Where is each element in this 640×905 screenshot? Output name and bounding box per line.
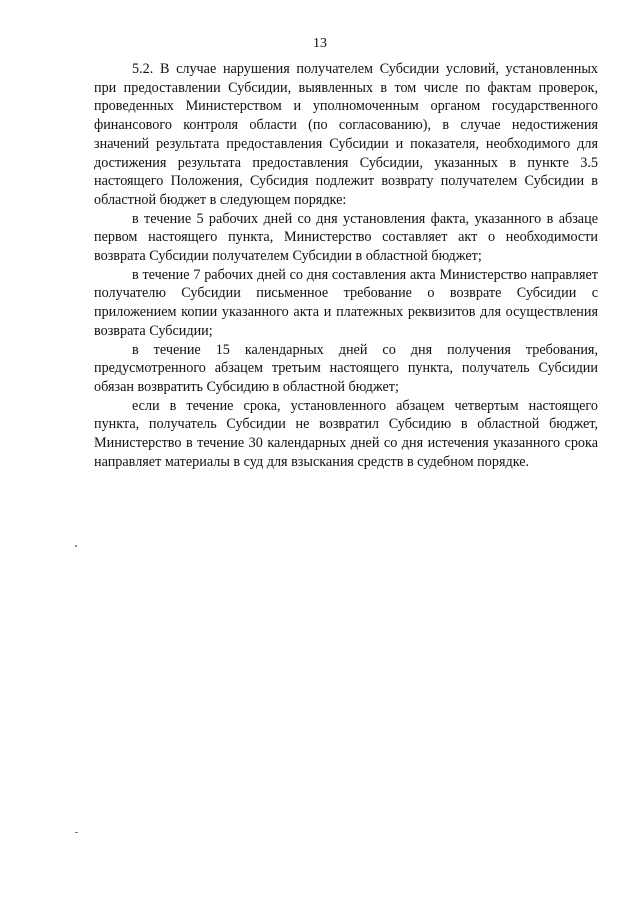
paragraph-written-demand: в течение 7 рабочих дней со дня составления акта Министерство направляет получателю Субсидии письменное требование о возврате Субсидии с приложением копии указанного акта и платежных реквизитов для осуществления возврата Субсидии; (94, 266, 598, 339)
paragraph-act-preparation: в течение 5 рабочих дней со дня установления факта, указанного в абзаце первом настоящего пункта, Министерство составляет акт о необходимости возврата Субсидии получателем Субсидии в областной бюджет; (94, 210, 598, 265)
paragraph-court-referral: если в течение срока, установленного абзацем четвертым настоящего пункта, получатель Субсидии не возвратил Субсидию в областной бюджет, Министерство в течение 30 календарных дней со дня истечения указанного срока направляет материалы в суд для взыскания средств в судебном порядке. (94, 397, 598, 470)
document-body (94, 60, 598, 471)
paragraph-5-2: 5.2. В случае нарушения получателем Субсидии условий, установленных при предоставлении Субсидии, выявленных в том числе по фактам проверок, проведенных Министерством и уполномоченным органом государственного финансового контроля области (по согласованию), в случае недостижения значений результата предоставления Субсидии и показателя, необходимого для достижения результата предоставления Субсидии, указанных в пункте 3.5 настоящего Положения, Субсидия подлежит возврату получателем Субсидии в областной бюджет в следующем порядке: (94, 61, 598, 208)
paragraph-return-deadline: в течение 15 календарных дней со дня получения требования, предусмотренного абзацем третьим настоящего пункта, получатель Субсидии обязан возвратить Субсидию в областной бюджет; (94, 341, 598, 395)
scan-speck (75, 832, 78, 833)
page-number: 13 (313, 36, 327, 51)
scan-speck (75, 545, 77, 547)
